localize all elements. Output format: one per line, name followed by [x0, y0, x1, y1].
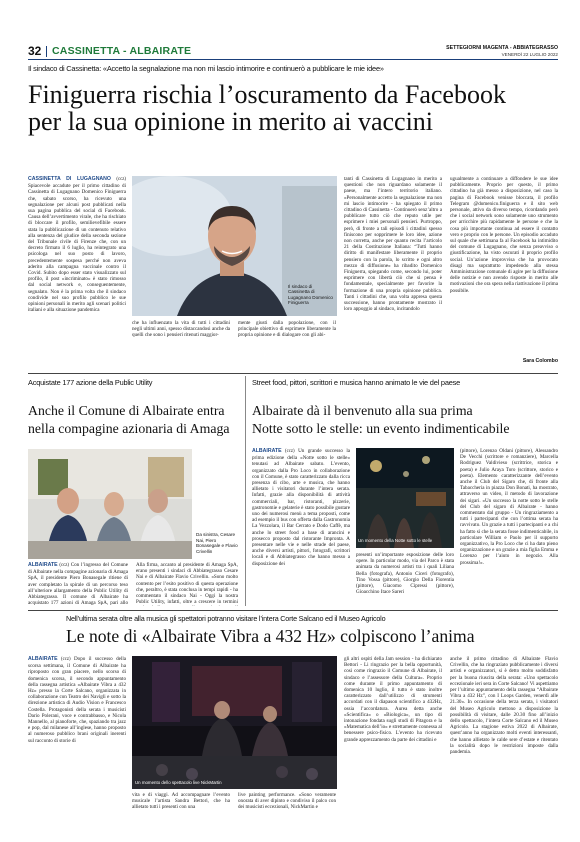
dateline: ALBAIRATE	[28, 562, 58, 568]
article-column-1	[28, 562, 128, 606]
section-divider	[46, 46, 47, 57]
article-overline: Acquistate 177 azione della Public Utility	[28, 378, 153, 387]
article-overline: Nell’ultima serata oltre alla musica gli spettatori potranno visitare l’intera Corte Salcano ed il Museo Agricolo	[66, 614, 386, 623]
concert-illustration	[132, 656, 337, 789]
separator	[28, 373, 558, 374]
signing-illustration	[28, 449, 192, 559]
amaga-photo	[28, 449, 192, 559]
issue-date: VENERDÌ 22 LUGLIO 2022	[501, 52, 558, 57]
article-column-2a: che ha influenzato la vita di tutti i cittadini negli ultimi anni, spesso distaccandosi anche da quelli che sono i pensieri ritenuti maggior-	[132, 320, 230, 339]
separator	[28, 610, 558, 611]
article-headline	[28, 402, 238, 438]
photo-caption: Il sindaco di Cassinetta di Lugagnano Domenico Finiguerra	[288, 284, 333, 306]
photo-caption: Un momento dello spettacolo live NickMartin	[135, 780, 222, 785]
article-column-1	[28, 176, 126, 368]
article-overline: Street food, pittori, scrittori e musica hanno animato le vie del paese	[252, 378, 461, 387]
page-number: 32	[28, 44, 42, 58]
column-separator	[245, 376, 246, 606]
photo-caption: Un momento della Notte sotto le stelle	[358, 538, 433, 543]
dateline: ALBAIRATE	[252, 448, 282, 454]
article-headline	[252, 402, 558, 438]
dateline-author: (ccz)	[116, 177, 126, 182]
article-column-2: Alla firma, accanto al presidente di Amaga SpA, erano presenti i sindaci di Abbiategrasso Cesare Nai e di Albairate Flavio Crivellin. «Sono molto contento per l’esito positivo di questa operazione che, peraltro, è stata conclusa in tempi rapidi - ha commentato il sindaco Nai - Oggi la nostra Public Utility, infatti, oltre a crescere in termini	[136, 562, 238, 606]
article-notte-stelle	[252, 376, 558, 606]
article-column-4: anche il primo cittadino di Albairate Flavio Crivellin, che ha ringraziato pubblicamente i diversi artisti e organizzatori, si è detto molto soddisfatto per la buona riuscita della serata: «Uno spettacolo eccezionale ieri sera in Corte Salcano! Vi aspettiamo per l’ultimo appuntamento della rassegna “Albairate Vibra a 432 Hz”, con I Loops Garden, venerdì alle 21.30». In occasione della terza serata, i visitatori del Museo Agricolo mettono a disposizione la possibilità di visitare, dalle 20.30 fino all’inizio dello spettacolo, l’intera Corte Salcano ed il Museo Agricolo. La stagione estiva 2022 di Albairate, quest’anno ha organizzato molti eventi interessanti, che hanno allietato le calde sere d’estate e ritentato la socialità dopo le restrizioni imposte dalla pandemia.	[450, 656, 558, 756]
notte-photo	[356, 448, 454, 548]
article-overline: Il sindaco di Cassinetta: «Accetto la segnalazione ma non mi lascio intimorire e continuerò a pubblicare le mie idee»	[28, 64, 384, 73]
article-column-1	[252, 448, 350, 604]
headline-line-2: per la sua opinione in merito ai vaccini	[28, 107, 434, 136]
night-street-illustration	[356, 448, 454, 548]
article-column-1	[28, 656, 126, 832]
article-column-2b: mente giusti dalla popolazione, con il principale obiettivo di esprimere liberamente la propria opinione e di dialogare con gli abi-	[238, 320, 336, 339]
article-column-2a: vita e di viaggi. Ad accompagnare l’evento musicale l’artista Sandra Bettori, che ha allietato tutti i presenti con una	[132, 792, 230, 811]
headline-line-2: Notte sotto le stelle: un evento indimenticabile	[252, 421, 510, 436]
dateline-author: (ccz)	[60, 657, 71, 662]
dateline-author: (ccz)	[285, 449, 295, 454]
dateline: ALBAIRATE	[28, 656, 58, 662]
column-text: Dopo il successo della scorsa settimana, il Comune di Albairate ha riproposto con gran piacere, nello scorso di domenica scorsa, il secondo appuntamento della rassegna artistica «Albairate Vibra a 432 Hz» presso la Corte Salcano, organizzata in collaborazione con Teatro dei Navigli e sotto la direzione artistica di Audio Vision e Francesco Costella. Protagonisti della serata i musicisti Dario Polerani, voce e contrabbasso, e Nicola Mannello, al pianoforte, che, spaziando tra jazz e pop, dal milanese all’inglese, hanno proposto al numeroso pubblico brani originali inerenti sul racconto di storie di	[28, 656, 126, 744]
page-header	[28, 44, 558, 60]
finiguerra-photo	[132, 176, 337, 316]
article-author: Sara Colombo	[522, 358, 558, 364]
dateline-author: (ccz)	[59, 563, 69, 568]
article-finiguerra	[28, 62, 558, 372]
article-column-3: (pittore), Lorenzo Oldani (pittore), Alessandro De Vecchi (scrittore e romanziere), Marcella Rodriguez Valdivieso (scrittrice, storica e poeta) e Julio Araya Toro (scrittore, storico e poeta). Elemento caratterizzante dell’evento anche il Club del Sigaro che, di fronte alla Tabaccheria in piazza Don Bonati, ha mostrato, attraverso un video, il metodo di lavorazione dei sigari. «Un successo la notte sotto le stelle del Club del sigaro di Albairate - hanno commentato dal gruppo - Un ringraziamento a tutti i partecipanti che con l’ottima serata ha ravvivato. Un grazie a tutti i partecipanti e a chi ha fatto sì che la serata fosse indimenticabile, in particolare William e Paolo per il supporto organizzativo, la Pro Loco che ci ha dato pieno organizzazione e un grazie a mia figlia Emma e Lorenzo per l’aiuto in negozio. Alla prossima!».	[460, 448, 558, 566]
section-title: CASSINETTA - ALBAIRATE	[52, 45, 192, 57]
article-column-2: presenti un’importante esposizione delle loro opere. In particolar modo, via del Parco è stata animata da numerosi artisti tra i quali Liliana Bella (fotografa), Antonio Ciceri (fotografo), Tino Vossa (pittore), Giorgio Della Fiorentia (pittore), Giacomo Cipressi (pittore), Gioacchino Itace Sareri	[356, 552, 454, 596]
headline-line-2: nella compagine azionaria di Amaga	[28, 421, 230, 436]
article-column-3: tanti di Cassinetta di Lugagnano in merito a questioni che non riguardano solamente il paese, ma l’intero territorio italiano. «Personalmente accetto la segnalazione ma non mi lascio intimorire - ha spiegato il primo cittadino di Cassinetta - Continuerò senz’altro a pubblicare tutto ciò che reputo utile per esprimere i miei personali pensieri. Purtroppo, però, di fronte a tali episodi i cittadini spesso finiscono per sopprimere le loro idee, azione non corretta, anche per quanto recita l’articolo 21 della Costituzione Italiana: “Tutti hanno diritto di manifestare liberamente il proprio pensiero con la parola, lo scritto e ogni altro mezzo di diffusione» ha ribadito Domenico Finiguerra, spiegando come, secondo lui, poter esprimere con libertà ciò che si pensa è fondamentale, specialmente per favorire la formazione di una propria opinione pubblica. Tanti i cittadini che, una volta appresa questa successione, hanno prontamente mostrato il loro appoggio al sindaco, incitandolo	[344, 176, 442, 313]
headline-line-1: Anche il Comune di Albairate entra	[28, 403, 225, 418]
headline-line-1: Albairate dà il benvenuto alla sua prima	[252, 403, 473, 418]
column-text: Un grande successo la prima edizione della «Notte sotto le stelle» tenutasi ad Albairate sabato. L’evento, organizzato dalla Pro Loco in collaborazione con il Comune, è stato caratterizzato dalla ricca presenza di cibo, arte e musica, che hanno allietato i visitatori durante l’intera serata. Infatti, grazie alla disponibilità di attività commerciali, bar, ristoranti, pizzerie, gastronomie e gelaterie è stato possibile gustare uno dei numerosi menù a tema proposti, come ad esempio il bus con offerta dalla Gastronomia La Vezzolara, il Bar Cerrato e Dodo Caffè, ma anche lo street food a base di arancini e prosecco proposto dal ristorante Impronta. A presentare nelle vie e nelle strade del paese, anche diversi artisti, pittori, fotografi, scrittori locali e di Abbiategrasso che hanno messo a disposizione dei	[252, 448, 350, 567]
column-text: Spiacevole accadute per il primo cittadino di Cassinetta di Lugagnano Domenico Finiguerra che, sabato scorso, ha ricevuto una segnalazione per alcuni post pubblicati nella sua pagina pubblica del social di Facebook. Causa dell’avvertimento virale, che ha rischiato di bloccare il profilo, semilievefibile essere stata la pubblicazione di un contenuto relativo alla sentenza del giudice della seconda sezione del Tribunale civile di Firenze che, con un decreto firmato il 6 luglio, ha reintegrato una psicologa nel suo posto di lavoro, precedentemente sospesa perché non aveva aderito alla campagna vaccinale contro il Covid. Subito dopo esser stato visualizzato sul profilo, il post «incriminato» è stato rimosso dal social network e, conseguentemente, segnalato. Non è la prima volta che il sindaco condivide nel suo profilo pubblico le sue opinioni personali in merito agli scenari politici italiani e alla situazione pandemica	[28, 183, 126, 314]
article-headline: Le note di «Albairate Vibra a 432 Hz» colpiscono l’anima	[66, 626, 475, 646]
newspaper-name: SETTEGIORNI MAGENTA - ABBIATEGRASSO	[446, 45, 558, 51]
vibra-photo	[132, 656, 337, 789]
column-text: Con l’ingresso del Comune di Albairate nella compagine azionaria di Amaga SpA, il presidente Piero Bonasegale ritiene di aver completato la spirale di un percorso teso all’ulteriore allargamento della Public Utility di Abbiategrasso. Il comune di Albairate ha acquistato 177 azioni di Amaga SpA, pari allo	[28, 562, 128, 606]
article-headline	[28, 81, 558, 135]
headline-line-1: Finiguerra rischia l’oscuramento da Facebook	[28, 80, 506, 109]
photo-caption: Da sinistra, Cesare Nai, Piero Bonasegale e Flavio Crivellin	[196, 532, 238, 554]
dateline: CASSINETTA DI LUGAGNANO	[28, 176, 111, 182]
article-column-2b: live painting performance. «Sono veramente onorata di aver dipinto e condiviso il palco con dei musicisti eccezionali, NickMartin e	[238, 792, 336, 811]
article-amaga	[28, 376, 238, 606]
article-column-3: gli altri ospiti della Jam session - ha dichiarato Bettori - Li ringrazio per la bella opportunità, così come ringrazio il Comune di Albairate, il sindaco e l’assessore della Cultura». Proprio come durante il primo appuntamento di domenica 10 luglio, il tutto è stato inoltre caratterizzato dall’utilizzo di strumenti accordati con il diapason scientifico a 432Hz, ossia l’accordatura. Aurea detta anche «Scientifica» o «Biologica», un tipo di intonazione fondata sugli studi di Pitagora e la «Matematica dell’io» e strettamente connessa al benessere psico-fisico. L’evento ha ricevuto grande apprezzamento da parte dei cittadini e	[344, 656, 442, 743]
article-column-4: ugualmente a continuare a diffondere le sue idee pubblicamente. Proprio per questo, il primo cittadino ha già messo a disposizione, nel caso la pagina di Facebook venisse bloccata, il profilo Telegram @domenico.finiguerra e il sito web personale, attivo da diverso tempo, ricordando però che i social network sono solamente uno strumento per arricchire più rapidamente le persone e che la cosa più importante continua ad essere il contatto vero e proprio con le persone. Un episodio accaduto sul quale che settimana fa al Facebook ha intimidito del comune di Lugagnano, che senza preavviso o giustificazione, ha visto oscurati il proprio profilo social. Un’azione improvvisa che ha provocato disagi ma soprattutto impedendo alla stessa Amministrazione comunale di agire per la diffusione delle notizie e non avendo risposte in merito alle motivazioni che ora spera nella riattivazione il prima possibile.	[450, 176, 558, 294]
article-vibra-432	[28, 612, 558, 832]
